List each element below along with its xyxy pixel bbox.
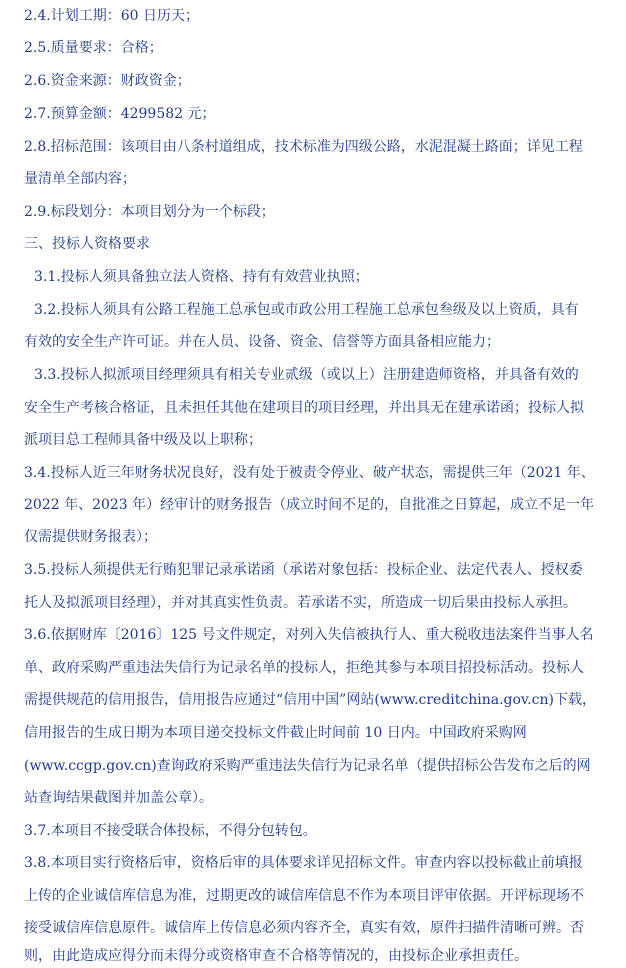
- text-line-3-6-cont-1: 单、政府采购严重违法失信行为记录名单的投标人，拒绝其参与本项目招投标活动。投标人: [24, 660, 584, 676]
- text-line-3-8-cont-3: 则，由此造成应得分而未得分或资格审查不合格等情况的，由投标企业承担责任。: [24, 948, 528, 964]
- text-line-3-2: 3.2.投标人须具有公路工程施工总承包或市政公用工程施工总承包叁级及以上资质，具有: [34, 302, 579, 318]
- text-line-3-3-cont-2: 派项目总工程师具备中级及以上职称；: [24, 432, 262, 448]
- text-line-3-6-cont-2: 需提供规范的信用报告，信用报告应通过“信用中国”网站(www.creditchina.gov.cn)下载，: [24, 692, 596, 708]
- text-line-3-6-cont-4: (www.ccgp.gov.cn)查询政府采购严重违法失信行为记录名单（提供招标公告发布之后的网: [24, 758, 591, 774]
- text-line-3-6-cont-5: 站查询结果截图并加盖公章）。: [24, 790, 213, 806]
- text-line-2-8-cont: 量清单全部内容；: [24, 171, 136, 187]
- text-line-3-4-cont-1: 2022 年、2023 年）经审计的财务报告（成立时间不足的，自批准之日算起，成立不足一年: [24, 497, 595, 513]
- text-line-3-5-cont: 托人及拟派项目经理），并对其真实性负责。若承诺不实，所造成一切后果由投标人承担。: [24, 595, 577, 611]
- text-line-2-8: 2.8.招标范围：该项目由八条村道组成，技术标准为四级公路，水泥混凝土路面；详见工程: [24, 139, 583, 155]
- text-line-3-2-cont: 有效的安全生产许可证。并在人员、设备、资金、信誉等方面具备相应能力；: [24, 334, 500, 350]
- text-line-3-4-cont-2: 仅需提供财务报表）；: [24, 529, 157, 545]
- text-line-2-5: 2.5.质量要求：合格；: [24, 40, 163, 56]
- text-line-2-7: 2.7.预算金额：4299582 元；: [24, 106, 216, 122]
- text-line-3-7: 3.7.本项目不接受联合体投标，不得分包转包。: [24, 823, 317, 839]
- text-line-3-3-cont-1: 安全生产考核合格证，且未担任其他在建项目的项目经理，并出具无在建承诺函；投标人拟: [24, 400, 584, 416]
- text-line-3-8: 3.8.本项目实行资格后审，资格后审的具体要求详见招标文件。审查内容以投标截止前填报: [24, 855, 583, 871]
- text-line-3-1: 3.1.投标人须具备独立法人资格、持有有效营业执照；: [34, 269, 369, 285]
- text-line-3-4: 3.4.投标人近三年财务状况良好，没有处于被责令停业、破产状态，需提供三年（2021 年、: [24, 465, 595, 481]
- text-line-3-6: 3.6.依据财库〔2016〕125 号文件规定，对列入失信被执行人、重大税收违法案件当事人名: [24, 627, 594, 643]
- text-line-3-6-cont-3: 信用报告的生成日期为本项目递交投标文件截止时间前 10 日内。中国政府采购网: [24, 725, 527, 741]
- section-heading-qualification: 三、投标人资格要求: [24, 236, 150, 252]
- text-line-3-3: 3.3.投标人拟派项目经理须具有相关专业贰级（或以上）注册建造师资格，并具备有效的: [34, 367, 579, 383]
- text-line-3-8-cont-1: 上传的企业诚信库信息为准，过期更改的诚信库信息不作为本项目评审依据。开评标现场不: [24, 888, 584, 904]
- text-line-3-5: 3.5.投标人须提供无行贿犯罪记录承诺函（承诺对象包括：投标企业、法定代表人、授权委: [24, 562, 583, 578]
- text-line-3-8-cont-2: 接受诚信库信息原件。诚信库上传信息必须内容齐全，真实有效，原件扫描件清晰可辨。否: [24, 920, 584, 936]
- text-line-2-6: 2.6.资金来源：财政资金；: [24, 73, 191, 89]
- text-line-2-4: 2.4.计划工期：60 日历天；: [24, 8, 199, 24]
- text-line-2-9: 2.9.标段划分：本项目划分为一个标段；: [24, 204, 275, 220]
